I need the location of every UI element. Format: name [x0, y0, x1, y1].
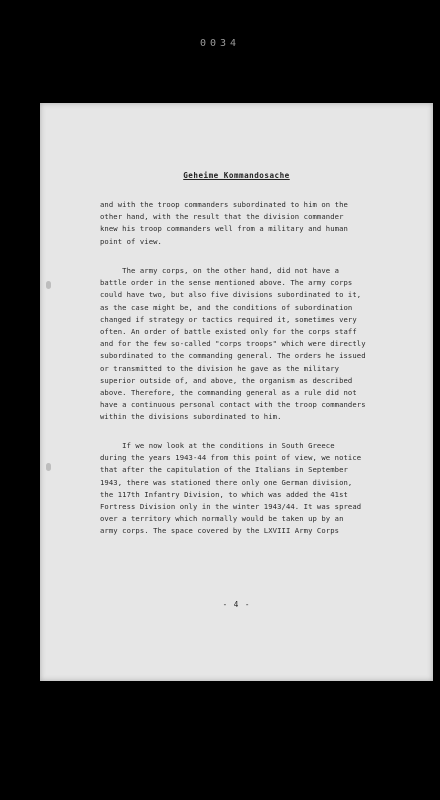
punch-hole [46, 463, 51, 471]
document-page [40, 103, 433, 681]
paragraph-2: The army corps, on the other hand, did not have a battle order in the sense mentioned above. The army corps could have two, but also five divisions subordinated to it, as the case might be, and the conditions of subordination changed if strategy or tactics required it, sometimes very often. An order of battle existed only for the corps staff and for the few so-called "corps troops" which were directly subordinated to the commanding general. The orders he issued or transmitted to the division he gave as the military superior outside of, and above, the organism as described above. Therefore, the commanding general as a rule did not have a continuous personal contact with the troop commanders within the divisions subordinated to him. [100, 266, 366, 422]
paragraph-3: If we now look at the conditions in South Greece during the years 1943-44 from this point of view, we notice that after the capitulation of the Italians in September 1943, there was stationed there only one German division, the 117th Infantry Division, to which was added the 41st Fortress Division only in the winter 1943/44. It was spread over a territory which normally would be taken up by an army corps. The space covered by the LXVIII Army Corps [100, 441, 362, 536]
microfilm-frame-number: 0034 [199, 38, 241, 49]
classification-heading: Geheime Kommandosache [183, 171, 290, 180]
page-number: - 4 - [222, 600, 251, 609]
punch-hole [46, 281, 51, 289]
paragraph-1: and with the troop commanders subordinated to him on the other hand, with the result that the division commander knew his troop commanders well from a military and human point of view. [100, 200, 348, 246]
